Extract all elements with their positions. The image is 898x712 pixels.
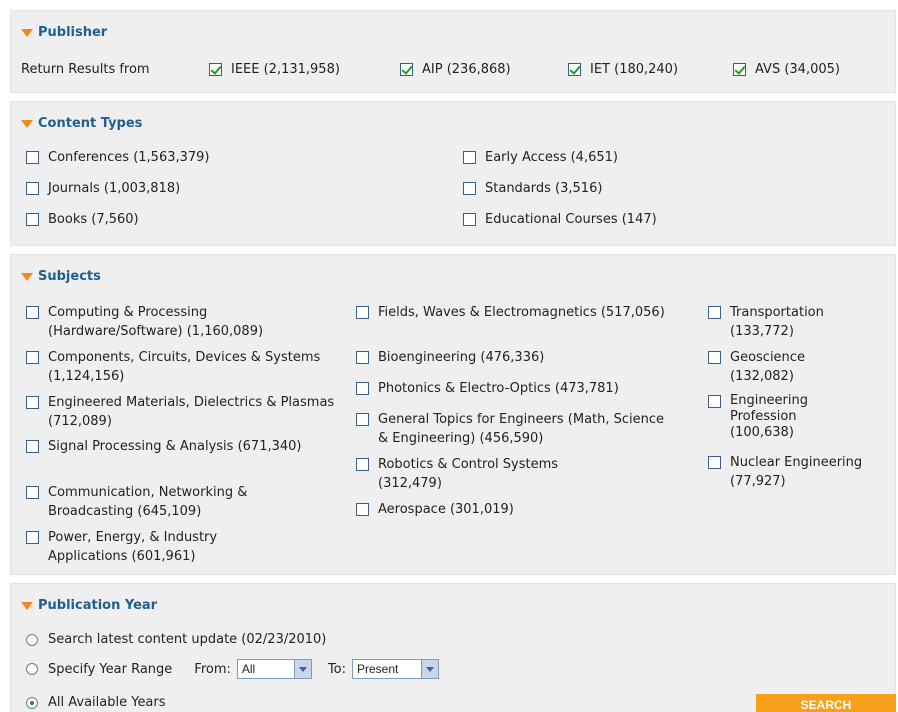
checkbox-icon[interactable] bbox=[26, 440, 39, 453]
publisher-option-iet[interactable] bbox=[568, 62, 678, 77]
checkbox-icon[interactable] bbox=[26, 306, 39, 319]
content-type-label: Conferences (1,563,379) bbox=[48, 150, 210, 165]
checkbox-checked-icon[interactable] bbox=[733, 63, 746, 76]
content-type-journals[interactable] bbox=[26, 181, 180, 196]
checkbox-icon[interactable] bbox=[356, 503, 369, 516]
checkbox-icon[interactable] bbox=[708, 306, 721, 319]
subject-label: Components, Circuits, Devices & Systems (1,124,156) bbox=[48, 350, 321, 384]
checkbox-checked-icon[interactable] bbox=[400, 63, 413, 76]
subject-item-general-topics[interactable] bbox=[356, 410, 671, 448]
publication-year-title: Publication Year bbox=[38, 598, 158, 613]
checkbox-icon[interactable] bbox=[26, 351, 39, 364]
publisher-option-ieee[interactable] bbox=[209, 62, 340, 77]
publisher-option-label: AVS (34,005) bbox=[755, 62, 840, 77]
content-types-panel bbox=[10, 101, 896, 246]
publication-year-panel bbox=[10, 583, 896, 712]
checkbox-icon[interactable] bbox=[26, 396, 39, 409]
checkbox-icon[interactable] bbox=[26, 151, 39, 164]
subjects-title: Subjects bbox=[38, 269, 101, 284]
publisher-header[interactable] bbox=[21, 25, 107, 40]
collapse-triangle-icon bbox=[21, 29, 33, 37]
subject-label: Signal Processing & Analysis (671,340) bbox=[48, 439, 302, 454]
chevron-down-icon[interactable] bbox=[294, 660, 311, 678]
radio-icon[interactable] bbox=[26, 663, 38, 675]
publisher-option-label: AIP (236,868) bbox=[422, 62, 511, 77]
subject-item-engineering-profession[interactable] bbox=[708, 393, 893, 441]
subject-item-nuclear-engineering[interactable] bbox=[708, 453, 898, 491]
checkbox-icon[interactable] bbox=[356, 306, 369, 319]
publisher-panel bbox=[10, 10, 896, 93]
from-year-select[interactable] bbox=[237, 659, 312, 679]
subject-item-signal-processing[interactable] bbox=[26, 437, 341, 456]
checkbox-icon[interactable] bbox=[356, 382, 369, 395]
radio-label: Specify Year Range bbox=[48, 661, 173, 677]
subject-label: Aerospace (301,019) bbox=[378, 502, 514, 517]
radio-all-years[interactable] bbox=[26, 695, 166, 710]
radio-year-range[interactable] bbox=[26, 659, 439, 679]
content-type-early-access[interactable] bbox=[463, 150, 618, 165]
radio-icon[interactable] bbox=[26, 634, 38, 646]
subject-label: Nuclear Engineering (77,927) bbox=[730, 455, 863, 489]
to-year-value: Present bbox=[356, 662, 399, 676]
checkbox-icon[interactable] bbox=[26, 213, 39, 226]
subject-label: Engineered Materials, Dielectrics & Plasmas (712,089) bbox=[48, 395, 335, 429]
content-types-header[interactable] bbox=[21, 116, 142, 131]
content-type-educational-courses[interactable] bbox=[463, 212, 657, 227]
subject-label: Engineering Profession (100,638) bbox=[730, 393, 808, 440]
content-types-title: Content Types bbox=[38, 116, 143, 131]
to-label: To: bbox=[327, 661, 346, 677]
radio-label: All Available Years bbox=[48, 695, 166, 710]
collapse-triangle-icon bbox=[21, 602, 33, 610]
publisher-option-label: IET (180,240) bbox=[590, 62, 679, 77]
content-type-standards[interactable] bbox=[463, 181, 602, 196]
subject-label: Fields, Waves & Electromagnetics (517,056) bbox=[378, 305, 665, 320]
subject-item-robotics[interactable] bbox=[356, 455, 671, 493]
radio-label: Search latest content update (02/23/2010) bbox=[48, 632, 327, 647]
collapse-triangle-icon bbox=[21, 273, 33, 281]
content-type-conferences[interactable] bbox=[26, 150, 210, 165]
checkbox-icon[interactable] bbox=[26, 486, 39, 499]
chevron-down-icon[interactable] bbox=[421, 660, 438, 678]
subject-item-fields-waves[interactable] bbox=[356, 303, 671, 322]
content-type-books[interactable] bbox=[26, 212, 139, 227]
collapse-triangle-icon bbox=[21, 120, 33, 128]
publication-year-header[interactable] bbox=[21, 598, 157, 613]
subject-label: Communication, Networking & Broadcasting (645,109) bbox=[48, 485, 248, 519]
checkbox-icon[interactable] bbox=[463, 182, 476, 195]
subject-item-engineered-materials[interactable] bbox=[26, 393, 341, 431]
publisher-option-label: IEEE (2,131,958) bbox=[231, 62, 340, 77]
checkbox-icon[interactable] bbox=[26, 531, 39, 544]
return-results-label: Return Results from bbox=[21, 62, 150, 77]
from-year-value: All bbox=[241, 662, 256, 676]
subject-label: Transportation (133,772) bbox=[730, 305, 824, 339]
subject-item-components[interactable] bbox=[26, 348, 341, 386]
radio-selected-icon[interactable] bbox=[26, 697, 38, 709]
checkbox-icon[interactable] bbox=[708, 456, 721, 469]
subject-label: General Topics for Engineers (Math, Science & Engineering) (456,590) bbox=[378, 412, 665, 446]
publisher-title: Publisher bbox=[38, 25, 108, 40]
subject-label: Photonics & Electro-Optics (473,781) bbox=[378, 381, 619, 396]
radio-latest-update[interactable] bbox=[26, 632, 326, 647]
subject-label: Robotics & Control Systems (312,479) bbox=[378, 457, 559, 491]
checkbox-icon[interactable] bbox=[356, 413, 369, 426]
subject-item-power-energy[interactable] bbox=[26, 528, 341, 566]
from-label: From: bbox=[194, 661, 231, 677]
subject-item-aerospace[interactable] bbox=[356, 500, 671, 519]
content-type-label: Standards (3,516) bbox=[485, 181, 603, 196]
subject-item-geoscience[interactable] bbox=[708, 348, 893, 386]
subject-item-communication[interactable] bbox=[26, 483, 341, 521]
publisher-option-aip[interactable] bbox=[400, 62, 511, 77]
checkbox-checked-icon[interactable] bbox=[209, 63, 222, 76]
checkbox-icon[interactable] bbox=[463, 151, 476, 164]
search-button[interactable]: SEARCH bbox=[756, 694, 896, 712]
subject-label: Power, Energy, & Industry Applications (601,961) bbox=[48, 530, 218, 564]
checkbox-checked-icon[interactable] bbox=[568, 63, 581, 76]
content-type-label: Educational Courses (147) bbox=[485, 212, 657, 227]
to-year-select[interactable] bbox=[352, 659, 439, 679]
subject-item-transportation[interactable] bbox=[708, 303, 893, 341]
checkbox-icon[interactable] bbox=[356, 351, 369, 364]
checkbox-icon[interactable] bbox=[463, 213, 476, 226]
content-type-label: Early Access (4,651) bbox=[485, 150, 618, 165]
subject-item-computing[interactable] bbox=[26, 303, 341, 341]
checkbox-icon[interactable] bbox=[356, 458, 369, 471]
subjects-panel bbox=[10, 254, 896, 575]
subject-item-photonics[interactable] bbox=[356, 379, 671, 398]
subject-label: Computing & Processing (Hardware/Software) (1,160,089) bbox=[48, 305, 264, 339]
publisher-option-avs[interactable] bbox=[733, 62, 840, 77]
content-type-label: Books (7,560) bbox=[48, 212, 139, 227]
checkbox-icon[interactable] bbox=[26, 182, 39, 195]
subject-label: Bioengineering (476,336) bbox=[378, 350, 545, 365]
checkbox-icon[interactable] bbox=[708, 351, 721, 364]
checkbox-icon[interactable] bbox=[708, 395, 721, 408]
subjects-header[interactable] bbox=[21, 269, 101, 284]
subject-label: Geoscience (132,082) bbox=[730, 350, 805, 384]
subject-item-bioengineering[interactable] bbox=[356, 348, 671, 367]
content-type-label: Journals (1,003,818) bbox=[48, 181, 181, 196]
